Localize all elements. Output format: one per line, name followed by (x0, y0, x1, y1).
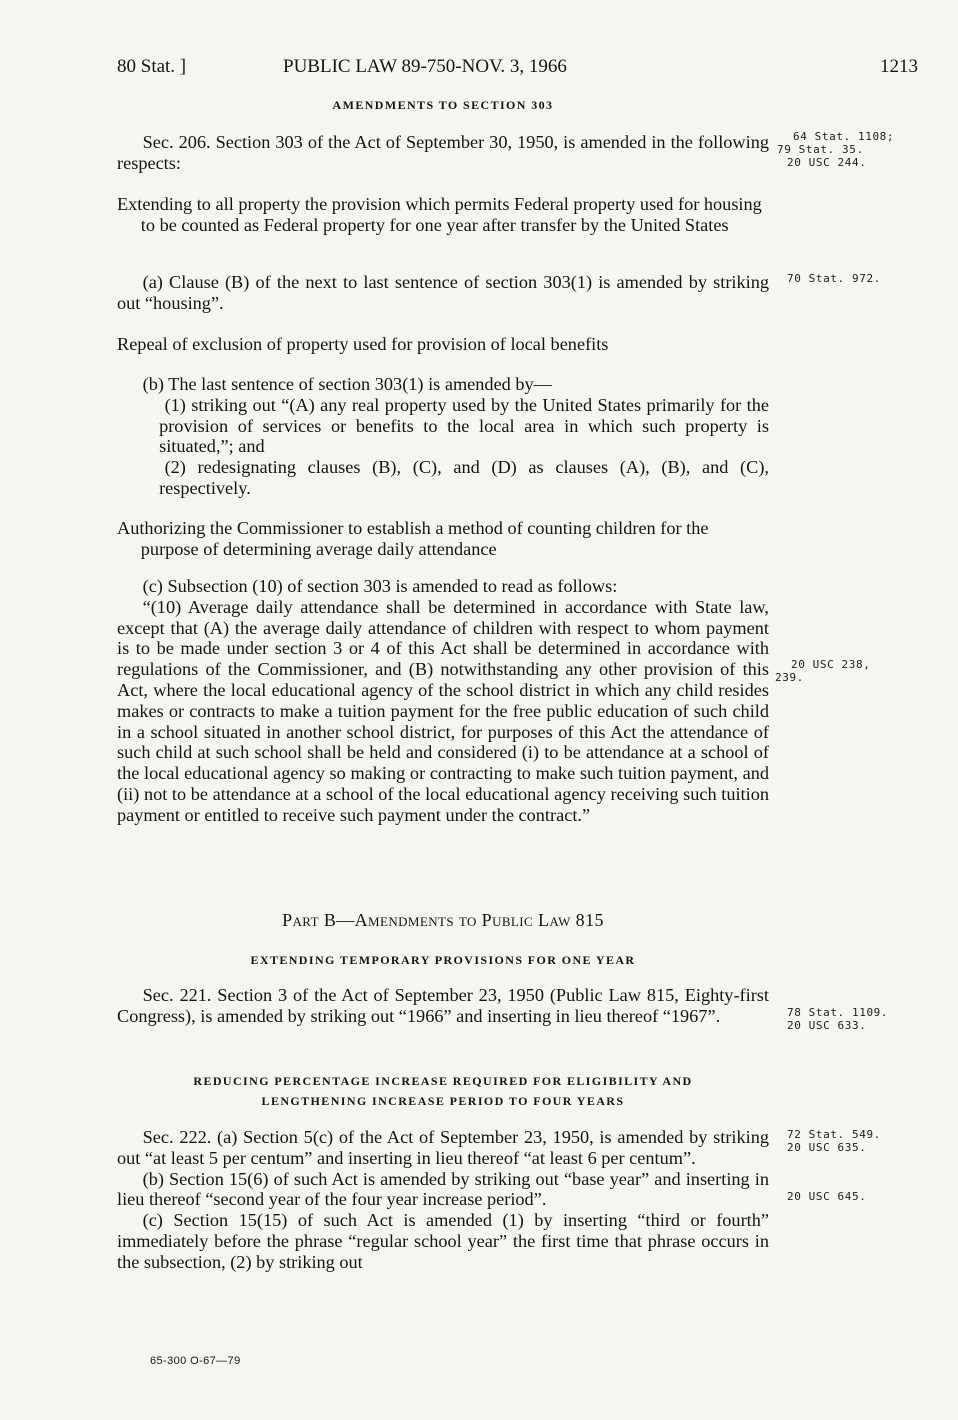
subhead-federal-property-text: Extending to all property the provision which permits Federal property used for housing to be counted as Federal property for one year after transfer by the United States (117, 194, 762, 235)
margin-note-line: 20 USC 238, (791, 658, 871, 671)
clause-c-quote: “(10) Average daily attendance shall be determined in accordance with State law, except that (A) the average daily attendance of children with respect to whom payment is to be made under section 3 or 4 of this Act shall be determined in accordance with regulations of the Commissioner, and (B) notwithstanding any other provision of this Act, where the local educational agency of the school district in which any child resides makes or contracts to make a tuition payment for the free public education of such child in a school situated in another school district, for purposes of this Act the attendance of such child at such school shall be held and considered (i) to be attendance at a school of the local educational agency so making or contracting to make such tuition payment, and (ii) not to be attendance at a school of the local educational agency receiving such tuition payment or entitled to receive such payment under the contract.” (117, 596, 769, 825)
clause-b (117, 374, 769, 499)
clause-c (117, 576, 769, 826)
margin-note-sec222b (787, 1190, 907, 1203)
section-206-text: Sec. 206. Section 303 of the Act of September 30, 1950, is amended in the following respects: (117, 132, 769, 173)
margin-note-line: 20 USC 635. (787, 1141, 867, 1154)
header-title: PUBLIC LAW 89-750-NOV. 3, 1966 (283, 56, 567, 77)
section-222 (117, 1127, 769, 1273)
margin-note-clause-c (775, 658, 907, 684)
subhead-repeal (117, 334, 769, 355)
section-222b-text: (b) Section 15(6) of such Act is amended by striking out “base year” and inserting in lieu thereof “second year of the four year increase period”. (117, 1168, 769, 1210)
subhead-repeal-text: Repeal of exclusion of property used for provision of local benefits (117, 334, 609, 354)
section-206 (117, 132, 769, 174)
header-page-number: 1213 (880, 56, 918, 77)
part-b-heading: Part B—Amendments to Public Law 815 (282, 910, 604, 930)
clause-b1-text: (1) striking out “(A) any real property used by the United States primarily for the provision of services or benefits to the local area in which such property is situated,”; and (159, 394, 769, 457)
clause-b-text: (b) The last sentence of section 303(1) is amended by— (142, 374, 552, 394)
subhead-federal-property (117, 194, 769, 236)
margin-note-line: 20 USC 633. (787, 1019, 867, 1032)
margin-note-line: 20 USC 244. (787, 156, 867, 169)
margin-note-line: 20 USC 645. (787, 1190, 867, 1203)
margin-note-line: 64 Stat. 1108; (793, 130, 895, 143)
heading-percentage-line-1: REDUCING PERCENTAGE INCREASE REQUIRED FOR ELIGIBILITY AND (193, 1074, 693, 1088)
margin-note-line: 72 Stat. 549. (787, 1128, 881, 1141)
section-222a-text: Sec. 222. (a) Section 5(c) of the Act of September 23, 1950, is amended by striking out “at least 5 per centum” and inserting in lieu thereof “at least 6 per centum”. (117, 1127, 769, 1168)
margin-note-line: 79 Stat. 35. (777, 143, 864, 156)
margin-note-clause-a (787, 272, 907, 285)
margin-note-line: 78 Stat. 1109. (787, 1006, 889, 1019)
subhead-commissioner (117, 518, 769, 560)
heading-percentage-line-2: LENGTHENING INCREASE PERIOD TO FOUR YEARS (261, 1094, 625, 1108)
margin-note-sec206 (777, 130, 907, 169)
footer-print-code: 65-300 O-67—79 (150, 1355, 241, 1367)
header-stat-ref: 80 Stat. ] (117, 56, 187, 77)
margin-note-sec222a (787, 1128, 907, 1154)
section-221 (117, 985, 769, 1027)
clause-a (117, 272, 769, 314)
clause-b2-text: (2) redesignating clauses (B), (C), and (D) as clauses (A), (B), and (C), respectively. (159, 457, 769, 498)
heading-temporary-provisions: EXTENDING TEMPORARY PROVISIONS FOR ONE YEAR (250, 953, 636, 967)
margin-note-line: 70 Stat. 972. (787, 272, 881, 285)
section-222c-text: (c) Section 15(15) of such Act is amended (1) by inserting “third or fourth” immediately before the phrase “regular school year” the first time that phrase occurs in the subsection, (2) by striking out (117, 1210, 769, 1272)
clause-c-text: (c) Subsection (10) of section 303 is amended to read as follows: (142, 576, 618, 596)
heading-amendments-section-303: AMENDMENTS TO SECTION 303 (332, 98, 554, 112)
margin-note-line: 239. (775, 671, 804, 684)
margin-note-sec221 (787, 1006, 907, 1032)
clause-a-text: (a) Clause (B) of the next to last sentence of section 303(1) is amended by striking out “housing”. (117, 272, 769, 313)
section-221-text: Sec. 221. Section 3 of the Act of September 23, 1950 (Public Law 815, Eighty-first Congress), is amended by striking out “1966” and inserting in lieu thereof “1967”. (117, 985, 769, 1026)
subhead-commissioner-text: Authorizing the Commissioner to establish a method of counting children for the purpose of determining average daily attendance (117, 518, 709, 559)
